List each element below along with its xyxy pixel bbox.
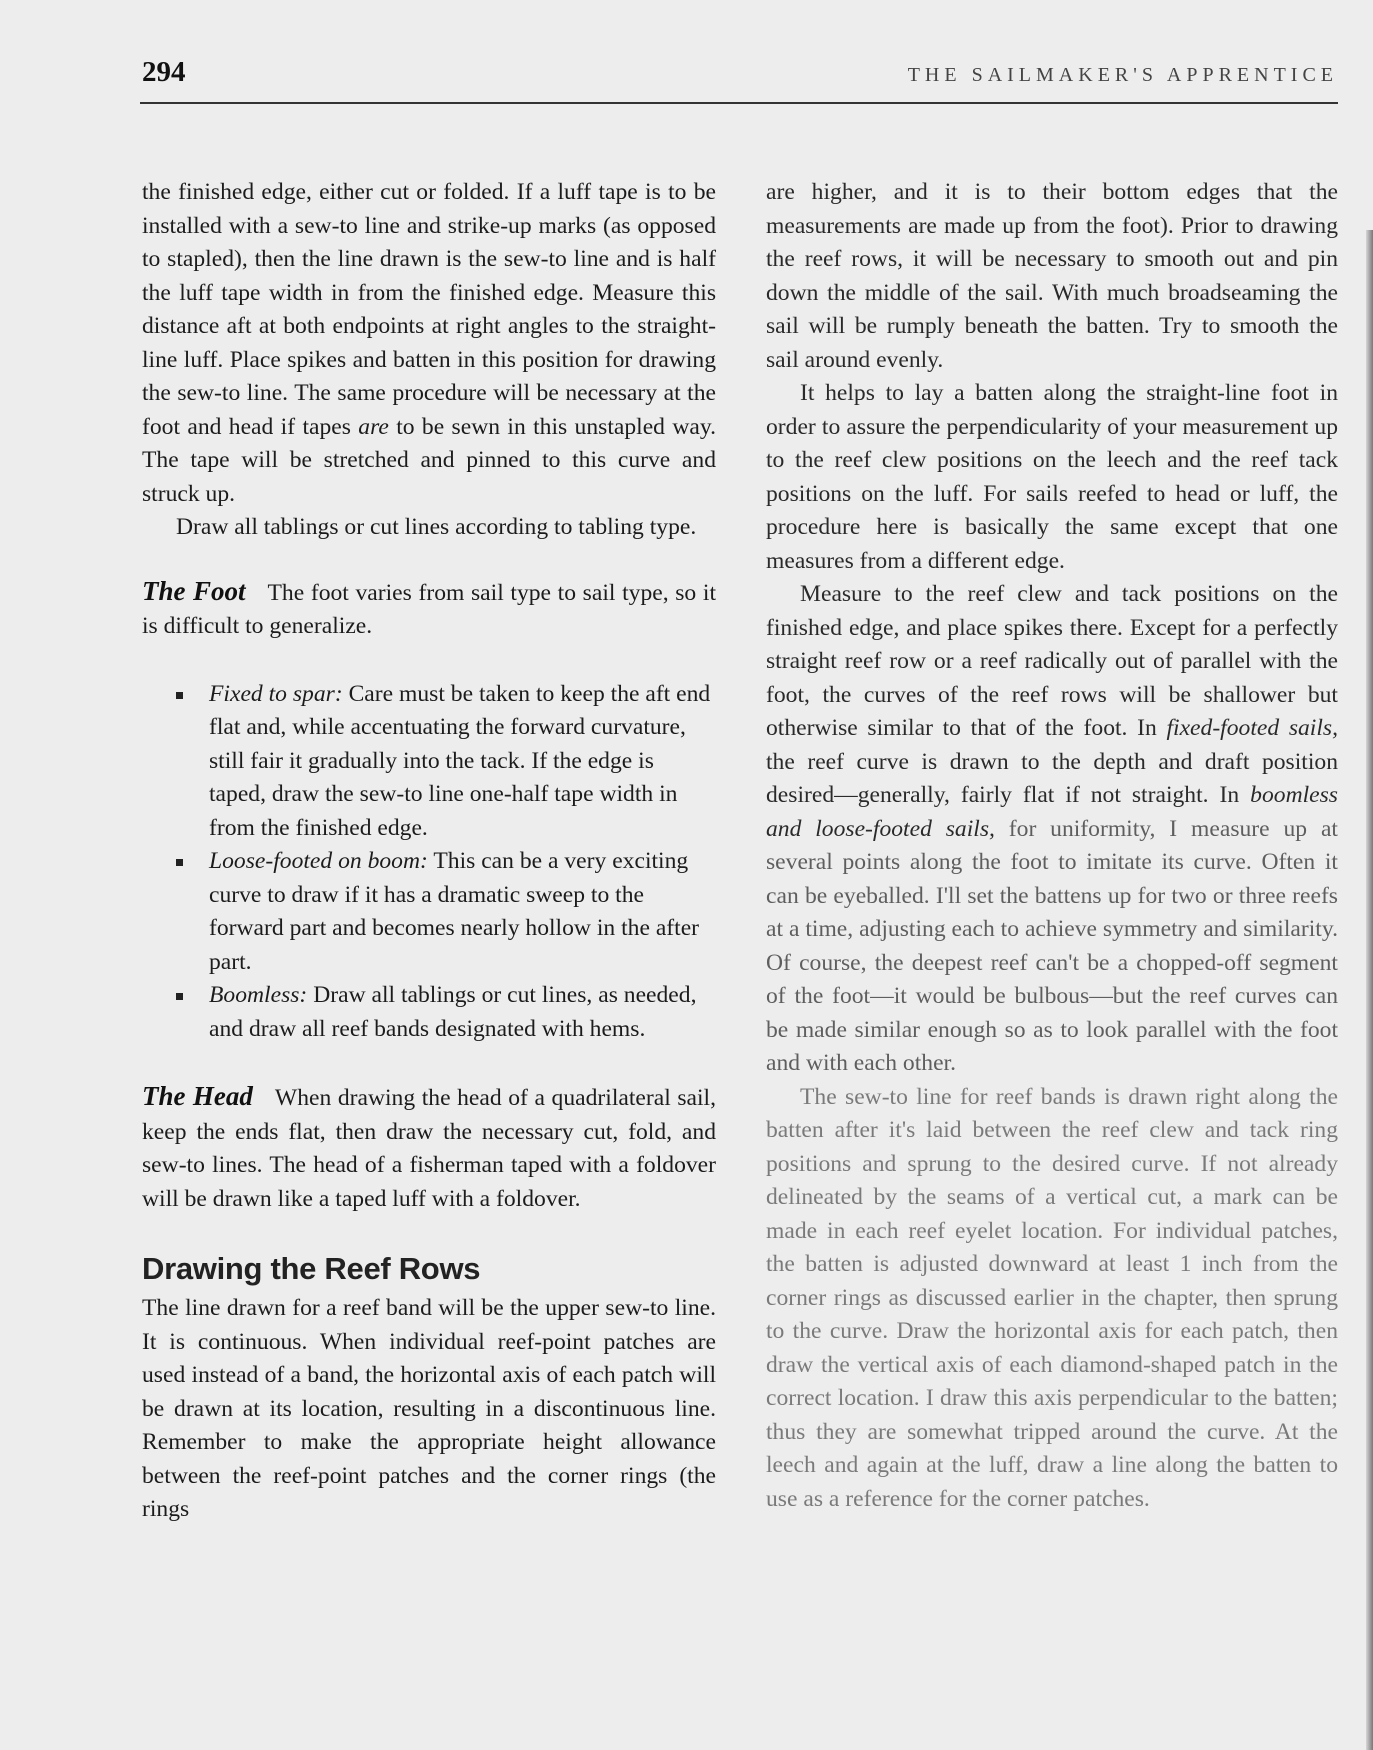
foot-paragraph: The Foot The foot varies from sail type to sail type, so it is difficult to generalize. xyxy=(142,575,716,639)
head-heading: The Head xyxy=(142,1081,253,1111)
page-number: 294 xyxy=(142,56,186,88)
paragraph: The sew-to line for reef bands is drawn right along the batten after it's laid between the reef clew and tack ring positions and sprung to the desired curve. If not already delineated by the seams of a vertical cut, a mark can be made in each reef eyelet location. For individual patches, the batten is adjusted downward at least 1 inch from the corner rings as discussed earlier in the chapter, then sprung to the curve. Draw the horizontal axis for each patch, then draw the vertical axis of each diamond-shaped patch in the correct location. I draw this axis perpendicular to the batten; thus they are somewhat tripped around the curve. At the leech and again at the luff, draw a line along the batten to use as a reference for the corner patches. xyxy=(766,1083,1338,1512)
bullet-marker xyxy=(176,993,183,1000)
running-header xyxy=(140,56,1338,104)
right-column xyxy=(766,176,1338,1516)
paragraph: Measure to the reef clew and tack positions on the finished edge, and place spikes there. Except for a perfectly straight reef row or a reef radically out of parallel with the foot, the curves of the reef rows will be shallower but otherwise similar to that of the foot. In fixed-footed sails, the reef curve is drawn to the depth and draft position desired—generally, fairly flat if not straight. In boomless and loose-footed sails, for uniformity, I measure up at several points along the foot to imitate its curve. Often it can be eyeballed. I'll set the battens up for two or three reefs at a time, adjusting each to achieve symmetry and similarity. Of course, the deepest reef can't be a chopped-off segment of the foot—it would be bulbous—but the reef curves can be made similar enough so as to look parallel with the foot and with each other. xyxy=(766,581,1338,1076)
section-title: Drawing the Reef Rows xyxy=(142,1251,481,1286)
book-title: THE SAILMAKER'S APPRENTICE xyxy=(907,64,1338,86)
head-paragraph: The Head When drawing the head of a quadrilateral sail, keep the ends flat, then draw the necessary cut, fold, and sew-to lines. The head of a fisherman taped with a foldover will be drawn like a taped luff with a foldover. xyxy=(142,1081,716,1212)
paragraph: The line drawn for a reef band will be the upper sew-to line. It is continuous. When individual reef-point patches are used instead of a band, the horizontal axis of each patch will be drawn at its location, resulting in a discontinuous line. Remember to make the appropriate height allowance between the reef-point patches and the corner rings (the rings xyxy=(142,1295,716,1522)
list-item: Boomless: Draw all tablings or cut lines, as needed, and draw all reef bands designated with hems. xyxy=(209,979,716,1046)
list-item: Fixed to spar: Care must be taken to keep the aft end flat and, while accentuating the forward curvature, still fair it gradually into the tack. If the edge is taped, draw the sew-to line one-half tape width in from the finished edge. xyxy=(209,678,716,846)
page-edge-shadow xyxy=(1366,230,1373,1750)
list-item: Loose-footed on boom: This can be a very exciting curve to draw if it has a dramatic sweep to the forward part and becomes nearly hollow in the after part. xyxy=(209,845,716,979)
paragraph: are higher, and it is to their bottom edges that the measurements are made up from the foot). Prior to drawing the reef rows, it will be necessary to smooth out and pin down the middle of the sail. With much broadseaming the sail will be rumply beneath the batten. Try to smooth the sail around evenly. xyxy=(766,179,1338,373)
foot-heading: The Foot xyxy=(142,575,246,606)
left-column xyxy=(142,176,716,1527)
foot-bullet-list xyxy=(142,678,716,1047)
paragraph: the finished edge, either cut or folded. If a luff tape is to be installed with a sew-to line and strike-up marks (as opposed to stapled), then the line drawn is the sew-to line and is half the luff tape width in from the finished edge. Measure this distance aft at both endpoints at right angles to the straight-line luff. Place spikes and batten in this position for drawing the sew-to line. The same procedure will be necessary at the foot and head if tapes are to be sewn in this unstapled way. The tape will be stretched and pinned to this curve and struck up. xyxy=(142,179,716,507)
paragraph: It helps to lay a batten along the straight-line foot in order to assure the perpendicularity of your measurement up to the reef clew positions on the leech and the reef tack positions on the luff. For sails reefed to head or luff, the procedure here is basically the same except that one measures from a different edge. xyxy=(766,380,1338,574)
bullet-marker xyxy=(176,692,183,699)
bullet-marker xyxy=(176,859,183,866)
paragraph: Draw all tablings or cut lines according to tabling type. xyxy=(176,514,697,540)
